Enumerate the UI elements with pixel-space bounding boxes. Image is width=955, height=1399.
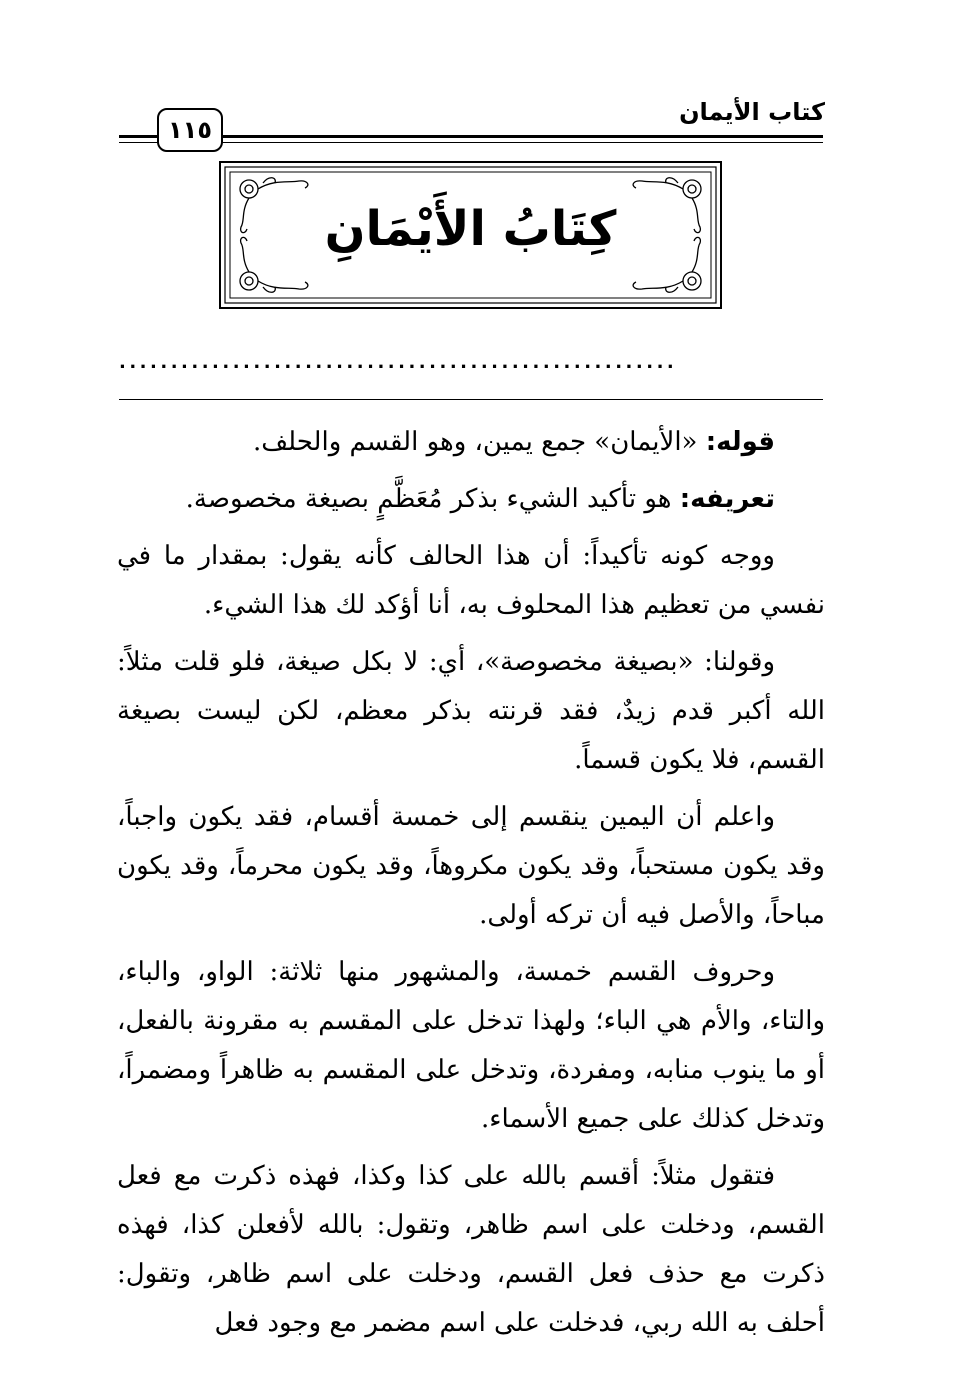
paragraph-1-text: «الأيمان» جمع يمين، وهو القسم والحلف. [252, 427, 706, 457]
paragraph-2 [117, 475, 825, 524]
paragraph-6: وحروف القسم خمسة، والمشهور منها ثلاثة: الواو، والباء، والتاء، والأم هي الباء؛ ولهذا تدخل على المقسم به مقرونة بالفعل، أو ما ينوب منابه، ومفردة، وتدخل على المقسم به ظاهراً ومضمراً، وتدخل كذلك على جميع الأسماء. [117, 957, 825, 1134]
chapter-title: كِتَابُ الأَيْمَانِ [324, 201, 617, 257]
paragraph-2-lead: تعريفه: [679, 484, 775, 514]
body-rule [119, 399, 823, 400]
paragraph-3: ووجه كونه تأكيداً: أن هذا الحالف كأنه يقول: بمقدار ما في نفسي من تعظيم هذا المحلوف به، أنا أؤكد لك هذا الشيء. [117, 541, 825, 620]
dotted-separator: ...................................................... [119, 352, 678, 373]
paragraph-1 [117, 418, 825, 467]
chapter-title-frame [219, 161, 722, 309]
paragraph-2-text: هو تأكيد الشيء بذكر مُعَظَّمٍ بصيغة مخصوصة. [185, 484, 680, 514]
running-head: كتاب الأيمان [679, 98, 825, 126]
header-rule [119, 135, 823, 138]
paragraph-4: وقولنا: «بصيغة مخصوصة»، أي: لا بكل صيغة، فلو قلت مثلاً: الله أكبر قدم زيدٌ، فقد قرنته بذكر معظم، لكن ليست بصيغة القسم، فلا يكون قسماً. [117, 647, 825, 775]
paragraph-5: واعلم أن اليمين ينقسم إلى خمسة أقسام، فقد يكون واجباً، وقد يكون مستحباً، وقد يكون مكروهاً، وقد يكون محرماً، وقد يكون مباحاً، والأصل فيه أن تركه أولى. [117, 802, 825, 930]
paragraph-7: فتقول مثلاً: أقسم بالله على كذا وكذا، فهذه ذكرت مع فعل القسم، ودخلت على اسم ظاهر، وتقول: بالله لأفعلن كذا، فهذه ذكرت مع حذف فعل القسم، ودخلت على اسم ظاهر، وتقول: أحلف به الله ربي، فدخلت على اسم مضمر مع وجود فعل [117, 1161, 825, 1338]
header-rule-thin [119, 142, 823, 143]
body-text [117, 418, 825, 1356]
page-number: ١١٥ [157, 108, 223, 152]
paragraph-1-lead: قوله: [705, 427, 775, 457]
